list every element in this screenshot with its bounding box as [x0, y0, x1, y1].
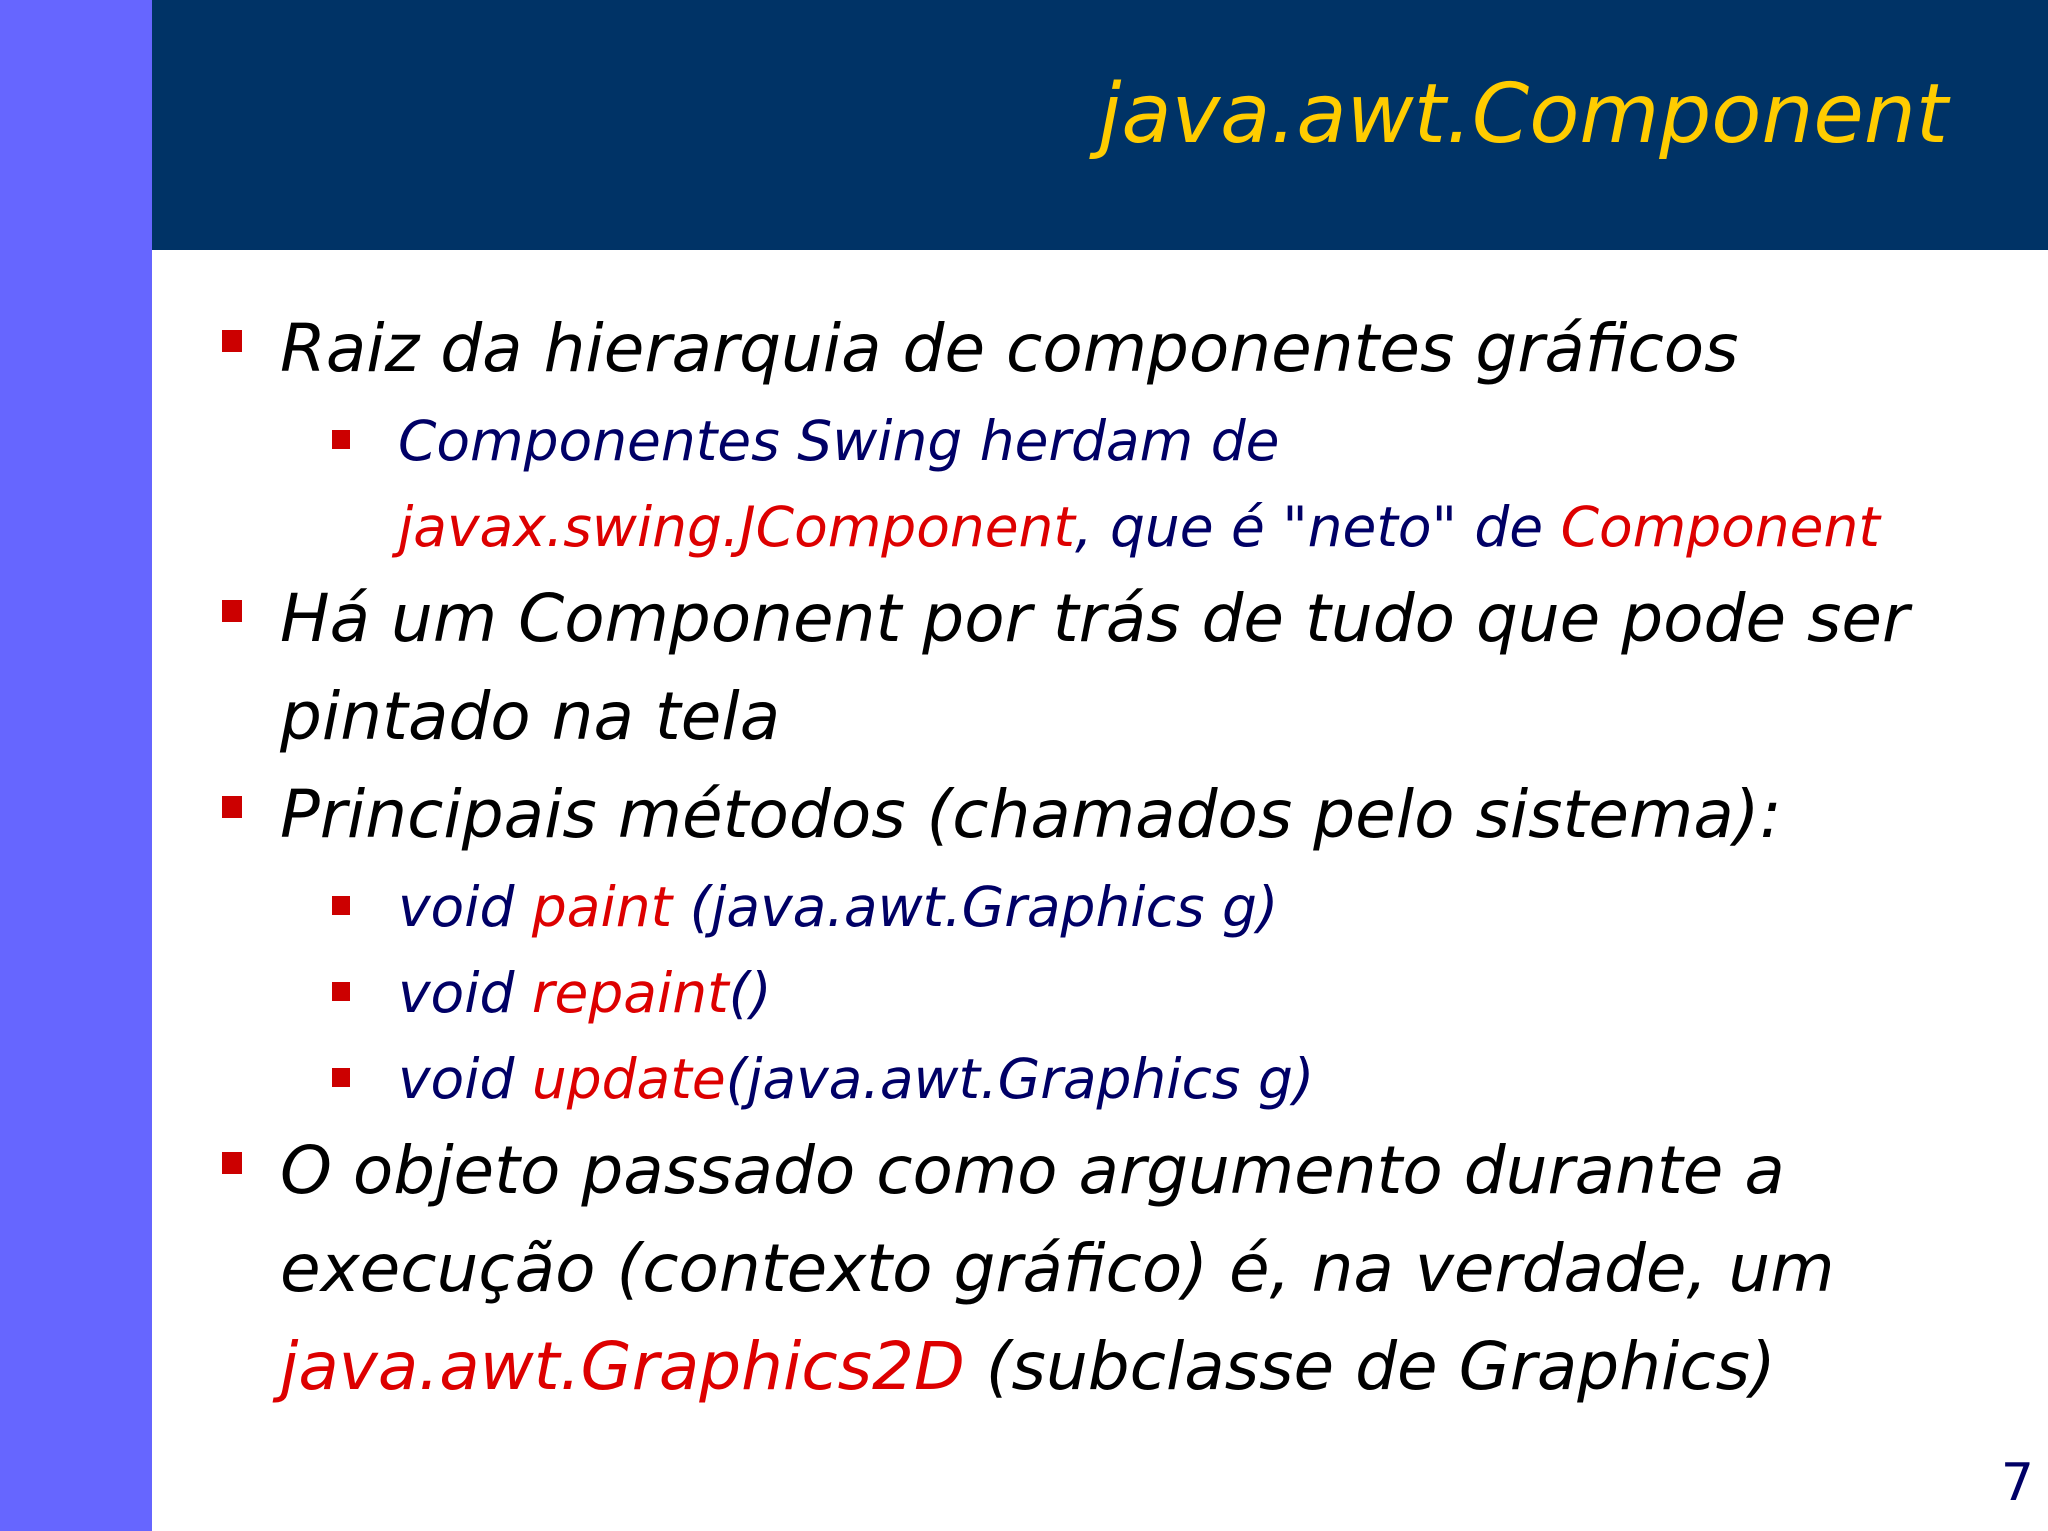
bullet-item [218, 766, 1978, 1122]
bullet-text-segment: void [398, 961, 532, 1025]
bullet-text-segment: () [728, 961, 772, 1025]
left-accent-bar [0, 0, 152, 1531]
square-bullet-icon [222, 330, 242, 352]
square-bullet-icon [222, 600, 242, 622]
bullet-text-segment: (java.awt.Graphics g) [672, 875, 1279, 939]
bullet-text-segment: Principais métodos (chamados pelo sistema): [280, 776, 1782, 853]
title-bar [152, 0, 2048, 250]
bullet-text-segment: void [398, 875, 532, 939]
page-number: 7 [2000, 1453, 2034, 1513]
bullet-text-segment: update [531, 1047, 726, 1111]
bullet-text-segment: Raiz da hierarquia de componentes gráficos [280, 310, 1739, 387]
bullet-text-segment: javax.swing.JComponent [398, 495, 1075, 559]
bullet-list [218, 300, 1978, 1416]
bullet-text-segment: Há um Component por trás de tudo que pode ser pintado na tela [280, 580, 1910, 755]
sub-bullet-list [280, 398, 1978, 570]
square-bullet-icon [332, 982, 350, 1001]
bullet-item [218, 570, 1978, 766]
sub-bullet-item [308, 950, 1978, 1036]
bullet-item [218, 1122, 1978, 1416]
sub-bullet-item [308, 864, 1978, 950]
bullet-text-segment: (java.awt.Graphics g) [725, 1047, 1315, 1111]
slide-title: java.awt.Component [1098, 67, 1948, 162]
bullet-item [218, 300, 1978, 570]
bullet-text-segment: void [398, 1047, 532, 1111]
square-bullet-icon [222, 1152, 242, 1174]
slide-content [218, 300, 1978, 1416]
bullet-text-segment: java.awt.Graphics2D [280, 1328, 965, 1405]
sub-bullet-list [280, 864, 1978, 1122]
square-bullet-icon [332, 1068, 350, 1087]
bullet-text-segment: , que é "neto" de [1074, 495, 1561, 559]
sub-bullet-item [308, 1036, 1978, 1122]
bullet-text-segment: O objeto passado como argumento durante a execução (contexto gráfico) é, na verdade, um [280, 1132, 1835, 1307]
square-bullet-icon [222, 796, 242, 818]
bullet-text-segment: Component [1560, 495, 1880, 559]
bullet-text-segment: (subclasse de Graphics) [964, 1328, 1776, 1405]
bullet-text-segment: repaint [531, 961, 729, 1025]
bullet-text-segment: Componentes Swing herdam de [398, 409, 1280, 473]
sub-bullet-item [308, 398, 1978, 570]
bullet-text-segment: paint [531, 875, 673, 939]
square-bullet-icon [332, 896, 350, 915]
square-bullet-icon [332, 430, 350, 449]
